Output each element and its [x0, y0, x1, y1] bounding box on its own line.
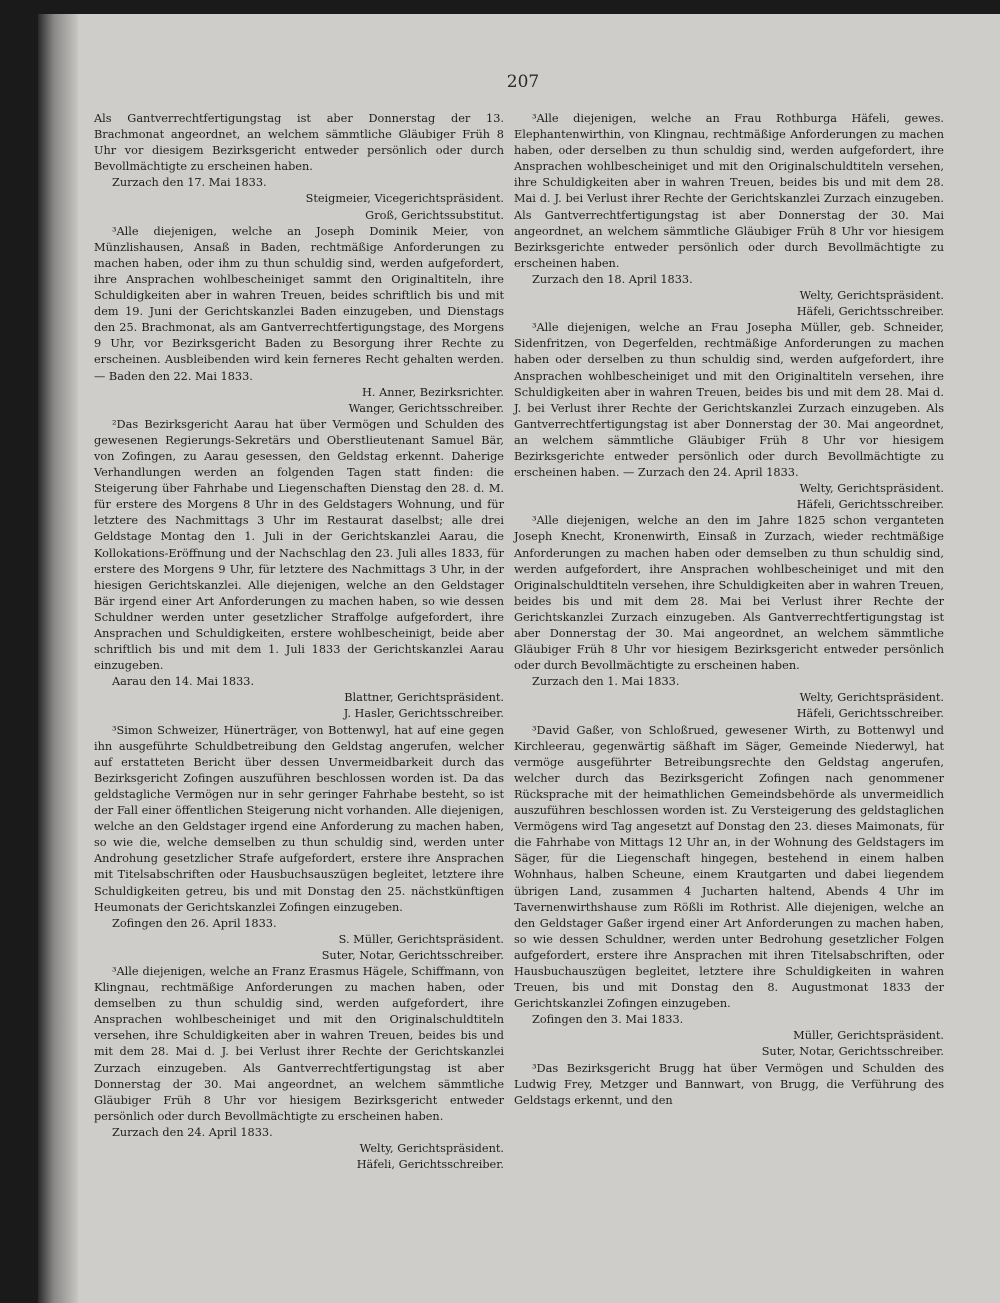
newspaper-page — [38, 14, 1000, 1303]
place-date-line: Zofingen den 26. April 1833. — [112, 916, 277, 930]
signature-line: Suter, Notar, Gerichtsschreiber. — [321, 948, 504, 962]
place-date-line: Zurzach den 24. April 1833. — [112, 1125, 273, 1139]
notice-paragraph: ³David Gaßer, von Schloßrued, gewesener Wirth, zu Bottenwyl und Kirchleerau, gegenwärtig säßhaft im Säger, Gemeinde Niederwyl, hat vermöge ausgeführter Betreibungsrechte den Geldstag angerufen, welcher durch das Bezirksgericht Zofingen nach genommener Rücksprache mit der heimathlichen Gemeindsbehörde als unvermeidlich auszuführen beschlossen worden ist. Zu Versteigerung des geldstaglichen Vermögens wird Tag angesetzt auf Donstag den 23. dieses Maimonats, für die Fahrhabe von Mittags 12 Uhr an, in der Wohnung des Geldstagers im Säger, für die Liegenschaft hingegen, bestehend in einem halben Wohnhaus, halben Scheune, einem Krautgarten und dabei liegendem übrigen Land, zusammen 4 Jucharten haltend, Abends 4 Uhr im Tavernenwirthshause zum Rößli im Rothrist. Alle diejenigen, welche an den Geldstager Gaßer irgend einer Art Anforderungen zu machen haben, so wie dessen Schuldner, werden unter Bedrohung gesetzlicher Folgen aufgefordert, erstere ihre Ansprachen mit ihren Titelsabschriften, oder Hausbuchauszügen begleitet, letztere ihre Schuldigkeiten in wahren Treuen, bis und mit Donstag den 8. Augustmonat 1833 der Gerichtskanzlei Zofingen einzugeben. — [514, 723, 944, 1011]
signature-line: Groß, Gerichtssubstitut. — [365, 208, 504, 222]
notice-paragraph: ³Simon Schweizer, Hünerträger, von Bottenwyl, hat auf eine gegen ihn ausgeführte Schuldbetreibung den Geldstag angerufen, welcher auf erstatteten Bericht über dessen Unvermeidbarkeit durch das Bezirksgericht Zofingen auszuführen beschlossen worden ist. Da das geldstagliche Vermögen nur in sehr geringer Fahrhabe besteht, so ist der Fall einer öffentlichen Steigerung nicht vorhanden. Alle diejenigen, welche an den Geldstager irgend eine Anforderung zu machen haben, so wie die, welche demselben zu thun schuldig sind, werden unter Androhung gesetzlicher Strafe aufgefordert, erstere ihre Ansprachen mit Titelsabschriften oder Hausbuchsauszügen begleitet, letztere ihre Schuldigkeiten getreu, bis und mit Donstag den 25. nächstkünftigen Heumonats der Gerichtskanzlei Zofingen einzugeben. — [94, 723, 504, 914]
page-gutter — [38, 14, 78, 1303]
signature-line: Häfeli, Gerichtsschreiber. — [356, 1158, 504, 1172]
signature-line: Häfeli, Gerichtsschreiber. — [796, 498, 944, 512]
place-date-line: Zofingen den 3. Mai 1833. — [532, 1013, 684, 1027]
signature-line: S. Müller, Gerichtspräsident. — [338, 932, 504, 946]
signature-line: Blattner, Gerichtspräsident. — [344, 691, 504, 705]
signature-line: Welty, Gerichtspräsident. — [799, 289, 944, 303]
notice-paragraph: ³Alle diejenigen, welche an Frau Rothburga Häfeli, gewes. Elephantenwirthin, von Klingnau, rechtmäßige Anforderungen zu machen haben, oder derselben zu thun schuldig sind, werden aufgefordert, ihre Ansprachen wohlbescheiniget und mit den Originalschuldtiteln versehen, ihre Schuldigkeiten aber in wahren Treuen, beides bis und mit dem 28. Mai d. J. bei Verlust ihrer Rechte der Gerichtskanzlei Zurzach einzugeben. Als Gantverrechtfertigungstag ist aber Donnerstag der 30. Mai angeordnet, an welchem sämmtliche Gläubiger Früh 8 Uhr vor hiesigem Bezirksgerichte entweder persönlich oder durch Bevollmächtigte zu erscheinen haben. — [514, 112, 944, 270]
signature-line: Wanger, Gerichtsschreiber. — [348, 401, 504, 415]
place-date-line: Zurzach den 1. Mai 1833. — [532, 675, 680, 689]
left-column — [94, 111, 504, 1173]
place-date-line: Zurzach den 18. April 1833. — [532, 272, 693, 286]
signature-line: Steigmeier, Vicegerichtspräsident. — [305, 192, 504, 206]
notice-paragraph: ³Alle diejenigen, welche an den im Jahre 1825 schon verganteten Joseph Knecht, Kronenwirth, Einsaß in Zurzach, wieder rechtmäßige Anforderungen zu machen haben oder demselben zu thun schuldig sind, werden aufgefordert, ihre Ansprachen wohlbescheiniget und mit den Originalschuldtiteln versehen, ihre Schuldigkeiten aber in wahren Treuen, beides bis und mit dem 28. Mai bei Verlust ihrer Rechte der Gerichtskanzlei Zurzach einzugeben. Als Gantverrechtfertigungstag ist aber Donnerstag der 30. Mai angeordnet, an welchem sämmtliche Gläubiger Früh 8 Uhr vor hiesigem Bezirksgericht entweder persönlich oder durch Bevollmächtigte zu erscheinen haben. — [514, 514, 944, 673]
signature-line: Häfeli, Gerichtsschreiber. — [796, 707, 944, 721]
signature-line: H. Anner, Bezirksrichter. — [362, 385, 504, 399]
notice-paragraph: Als Gantverrechtfertigungstag ist aber Donnerstag der 13. Brachmonat angeordnet, an welchem sämmtliche Gläubiger Früh 8 Uhr vor diesigem Bezirksgericht entweder persönlich oder durch Bevollmächtigte zu erscheinen haben. — [94, 112, 504, 174]
signature-line: Müller, Gerichtspräsident. — [793, 1029, 944, 1043]
notice-paragraph: ³Alle diejenigen, welche an Joseph Dominik Meier, von Münzlishausen, Ansaß in Baden, rechtmäßige Anforderungen zu machen haben, oder ihm zu thun schuldig sind, werden aufgefordert, ihre Ansprachen wohlbescheiniget sammt den Originaltiteln, ihre Schuldigkeiten aber in wahren Treuen, beides schriftlich bis und mit dem 19. Juni der Gerichtskanzlei Baden einzugeben, und Dienstags den 25. Brachmonat, als am Gantverrechtfertigungstage, des Morgens 9 Uhr, vor Bezirksgericht Baden zu Besorgung ihrer Rechte zu erscheinen. Ausbleibenden wird kein ferneres Recht gehalten werden. — Baden den 22. Mai 1833. — [94, 224, 504, 383]
signature-line: Häfeli, Gerichtsschreiber. — [796, 305, 944, 319]
right-column — [514, 111, 944, 1109]
place-date-line: Zurzach den 17. Mai 1833. — [112, 176, 267, 190]
signature-line: J. Hasler, Gerichtsschreiber. — [343, 707, 504, 721]
signature-line: Suter, Notar, Gerichtsschreiber. — [761, 1045, 944, 1059]
signature-line: Welty, Gerichtspräsident. — [359, 1142, 504, 1155]
notice-paragraph: ³Alle diejenigen, welche an Franz Erasmus Hägele, Schiffmann, von Klingnau, rechtmäßige Anforderungen zu machen haben, oder demselben zu thun schuldig sind, werden aufgefordert, ihre Ansprachen wohlbescheiniget und mit den Originalschuldtiteln versehen, ihre Schuldigkeiten aber in wahren Treuen, beides bis und mit dem 28. Mai d. J. bei Verlust ihrer Rechte der Gerichtskanzlei Zurzach einzugeben. Als Gantverrechtfertigungstag ist aber Donnerstag der 30. Mai angeordnet, an welchem sämmtliche Gläubiger Früh 8 Uhr vor hiesigem Bezirksgericht entweder persönlich oder durch Bevollmächtigte zu erscheinen haben. — [94, 964, 504, 1123]
notice-paragraph: ³Das Bezirksgericht Brugg hat über Vermögen und Schulden des Ludwig Frey, Metzger und Bannwart, von Brugg, die Verführung des Geldstags erkennt, und den — [514, 1061, 944, 1107]
signature-line: Welty, Gerichtspräsident. — [799, 482, 944, 496]
signature-line: Welty, Gerichtspräsident. — [799, 691, 944, 705]
notice-paragraph: ³Alle diejenigen, welche an Frau Josepha Müller, geb. Schneider, Sidenfritzen, von Degerfelden, rechtmäßige Anforderungen zu machen haben oder derselben zu thun schuldig sind, werden aufgefordert, ihre Ansprachen wohlbescheiniget und mit den Originaltiteln versehen, ihre Schuldigkeiten aber in wahren Treuen, beides bis und mit dem 28. Mai d. J. bei Verlust ihrer Rechte der Gerichtskanzlei Zurzach einzugeben. Als Gantverrechtfertigungstag ist aber Donnerstag der 30. Mai angeordnet, an welchem sämmtliche Gläubiger Früh 8 Uhr vor hiesigem Bezirksgerichte entweder persönlich oder durch Bevollmächtigte zu erscheinen haben. — Zurzach den 24. April 1833. — [514, 321, 944, 480]
place-date-line: Aarau den 14. Mai 1833. — [112, 675, 255, 689]
notice-paragraph: ²Das Bezirksgericht Aarau hat über Vermögen und Schulden des gewesenen Regierungs-Sekretärs und Oberstlieutenant Samuel Bär, von Zofingen, zu Aarau gesessen, den Geldstag erkennt. Daherige Verhandlungen werden an folgenden Tagen statt finden: die Steigerung über Fahrhabe und Liegenschaften Dienstag den 28. d. M. für erstere des Morgens 8 Uhr in des Geldstagers Wohnung, und für letztere des Nachmittags 3 Uhr im Restaurat daselbst; alle drei Geldstage Montag den 1. Juli in der Gerichtskanzlei Aarau, die Kollokations-Eröffnung und der Nachschlag den 23. Juli alles 1833, für erstere des Morgens 9 Uhr, für letztere des Nachmittags 3 Uhr, in der hiesigen Gerichtskanzlei. Alle diejenigen, welche an den Geldstager Bär irgend einer Art Anforderungen zu machen haben, so wie dessen Schuldner werden unter gesetzlicher Straffolge aufgefordert, ihre Ansprachen und Schuldigkeiten, erstere wohlbescheinigt, beide aber schriftlich bis und mit dem 1. Juli 1833 der Gerichtskanzlei Aarau einzugeben. — [94, 417, 504, 673]
page-number: 207 — [506, 72, 540, 92]
